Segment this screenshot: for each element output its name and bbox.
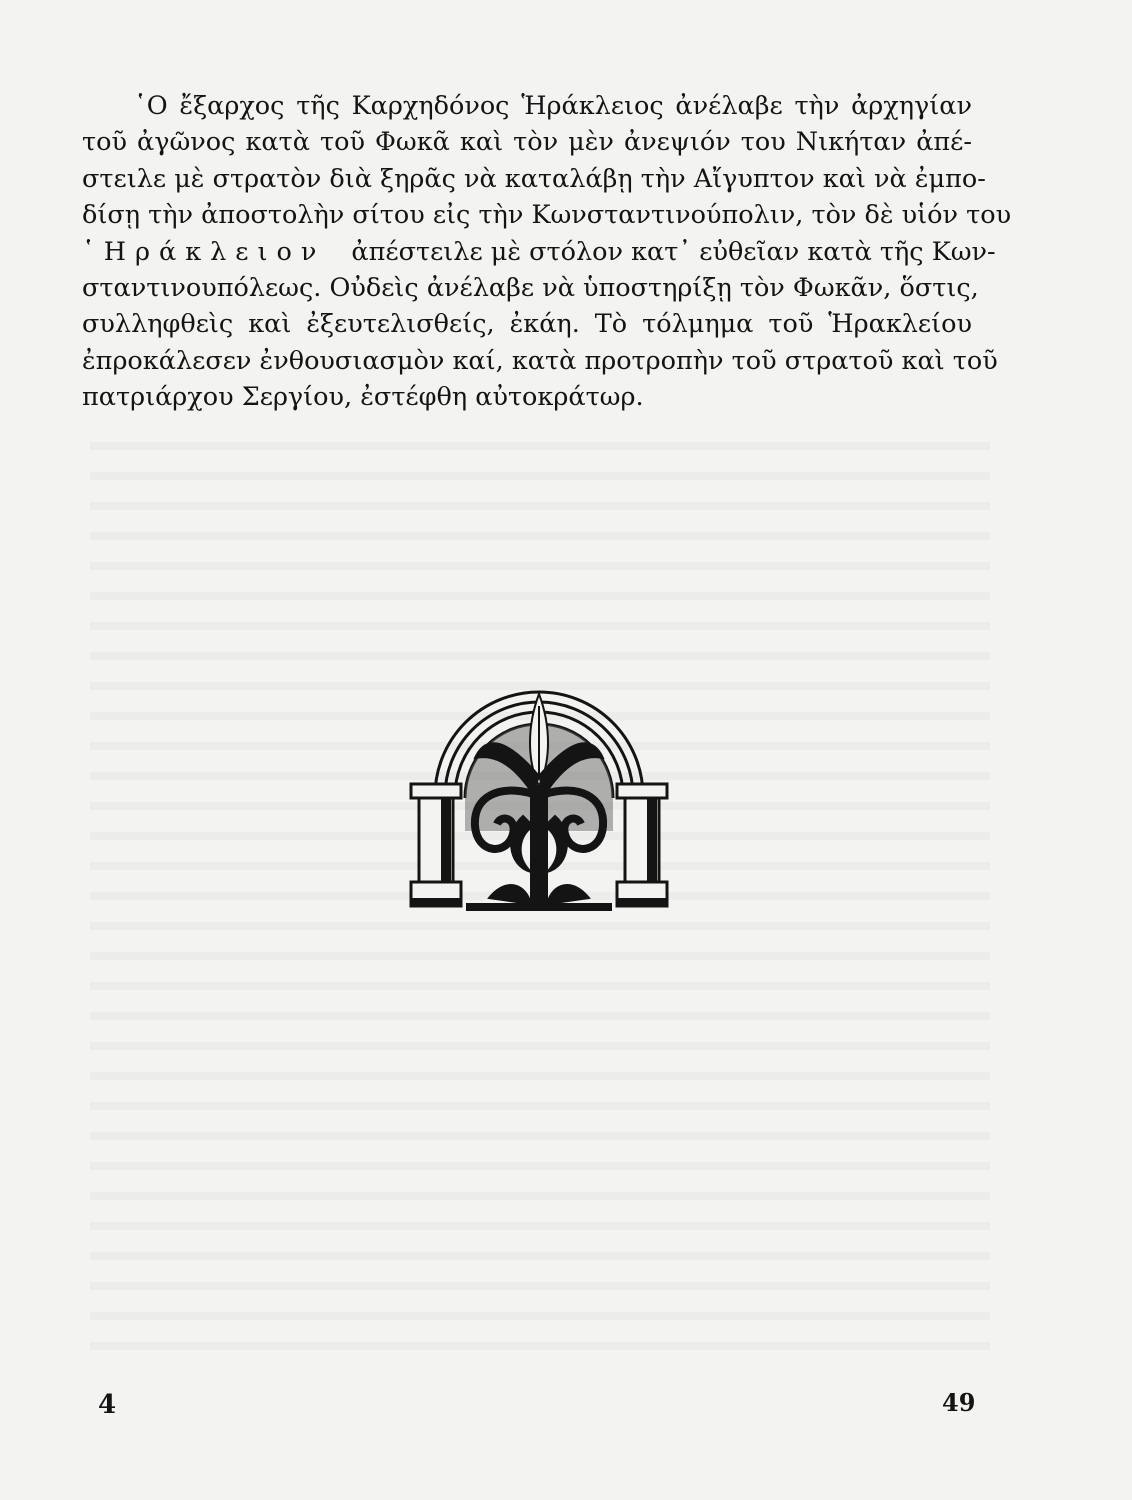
page-number: 49 xyxy=(942,1388,976,1417)
text-line: δίσῃ τὴν ἀποστολὴν σίτου εἰς τὴν Κωνσταντινούπολιν, τὸν δὲ υἱόν του xyxy=(82,200,1012,231)
spaced-name-heraclius: ῾Ηράκλειον xyxy=(82,236,326,267)
text-line: σταντινουπόλεως. Οὐδεὶς ἀνέλαβε νὰ ὑποστηρίξῃ τὸν Φωκᾶν, ὅστις, xyxy=(82,273,979,304)
text-line xyxy=(82,234,996,270)
text-line-rest: ἀπέστειλε μὲ στόλον κατ᾽ εὐθεῖαν κατὰ τῆς Κων- xyxy=(351,236,996,267)
text-line: τοῦ ἀγῶνος κατὰ τοῦ Φωκᾶ καὶ τὸν μὲν ἀνεψιόν του Νικήταν ἀπέ- xyxy=(82,127,972,158)
text-line: πατριάρχου Σεργίου, ἐστέφθη αὐτοκράτωρ. xyxy=(82,382,644,413)
text-line: στειλε μὲ στρατὸν διὰ ξηρᾶς νὰ καταλάβῃ τὴν Αἴγυπτον καὶ νὰ ἐμπο- xyxy=(82,163,986,194)
body-paragraph xyxy=(82,88,1012,416)
text-line: συλληφθεὶς καὶ ἐξευτελισθείς, ἐκάη. Τὸ τόλμημα τοῦ Ἡρακλείου xyxy=(82,309,972,340)
text-line: ῾Ο ἔξαρχος τῆς Καρχηδόνος Ἡράκλειος ἀνέλαβε τὴν ἀρχηγίαν xyxy=(134,91,972,121)
signature-mark: 4 xyxy=(98,1390,117,1420)
arch-palmette-vignette-icon xyxy=(405,666,673,924)
text-line: ἐπροκάλεσεν ἐνθουσιασμὸν καί, κατὰ προτροπὴν τοῦ στρατοῦ καὶ τοῦ xyxy=(82,345,998,376)
